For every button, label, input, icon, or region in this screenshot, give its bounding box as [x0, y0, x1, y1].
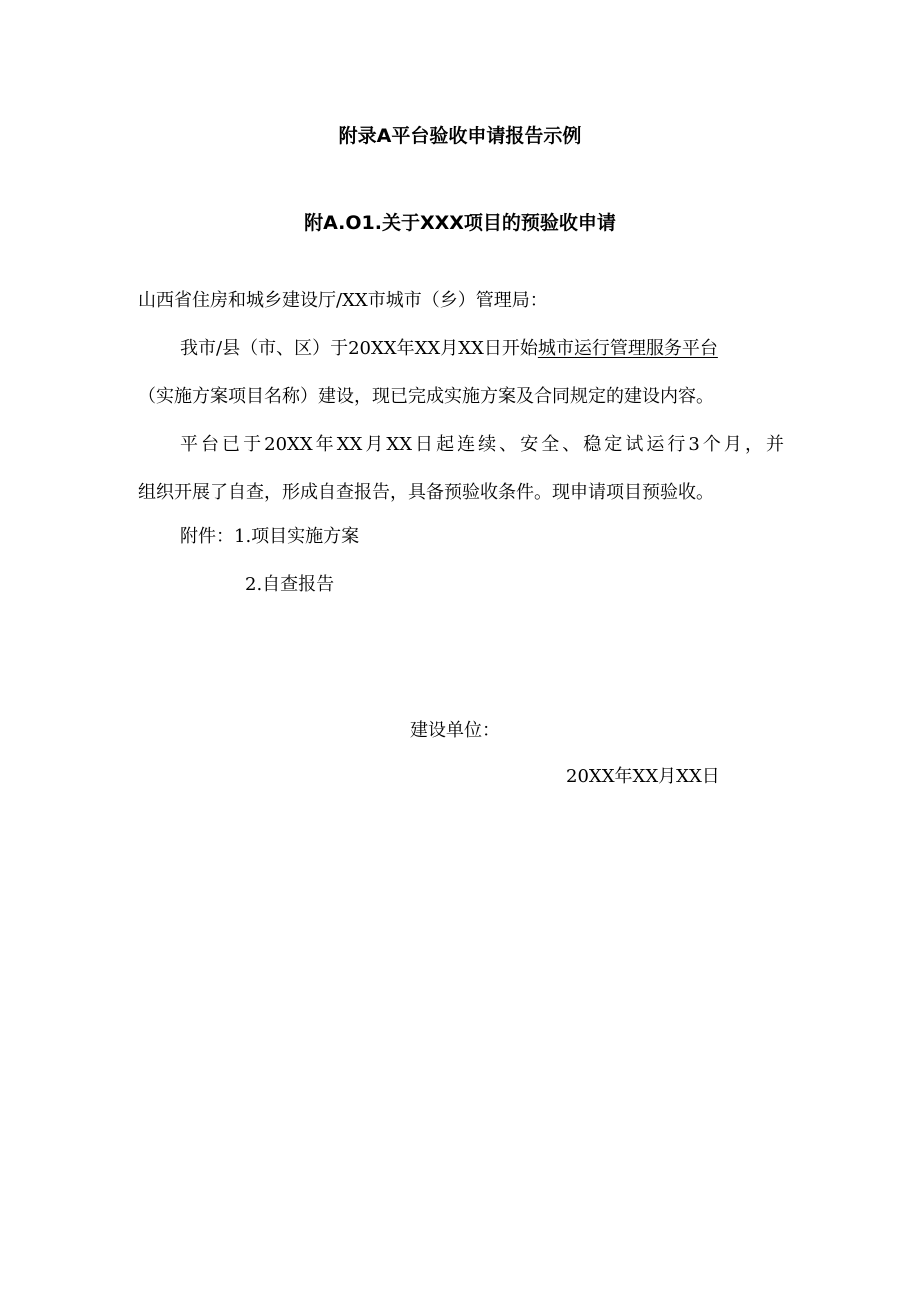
attachments-item-1: 附件：1.项目实施方案 — [180, 526, 360, 547]
attachments-item-2: 2.自查报告 — [245, 574, 335, 595]
signature-date: 20XX年XX月XX日 — [566, 766, 720, 787]
paragraph-2-line-2: 组织开展了自查，形成自查报告，具备预验收条件。现申请项目预验收。 — [138, 482, 714, 503]
paragraph-1-line-2: （实施方案项目名称）建设，现已完成实施方案及合同规定的建设内容。 — [138, 386, 714, 407]
signature-unit: 建设单位： — [410, 720, 500, 741]
document-subtitle: 附A.O1.关于XXX项目的预验收申请 — [304, 212, 616, 234]
paragraph-2-line-1: 平台已于20XX年XX月XX日起连续、安全、稳定试运行3个月，并 — [180, 434, 784, 455]
salutation: 山西省住房和城乡建设厅/XX市城市（乡）管理局： — [138, 290, 548, 311]
paragraph-1-prefix: 我市/县（市、区）于20XX年XX月XX日开始 — [180, 338, 538, 359]
document-title: 附录A平台验收申请报告示例 — [338, 125, 582, 147]
paragraph-1-line-1 — [180, 337, 718, 361]
project-name-underlined: 城市运行管理服务平台 — [537, 338, 718, 359]
